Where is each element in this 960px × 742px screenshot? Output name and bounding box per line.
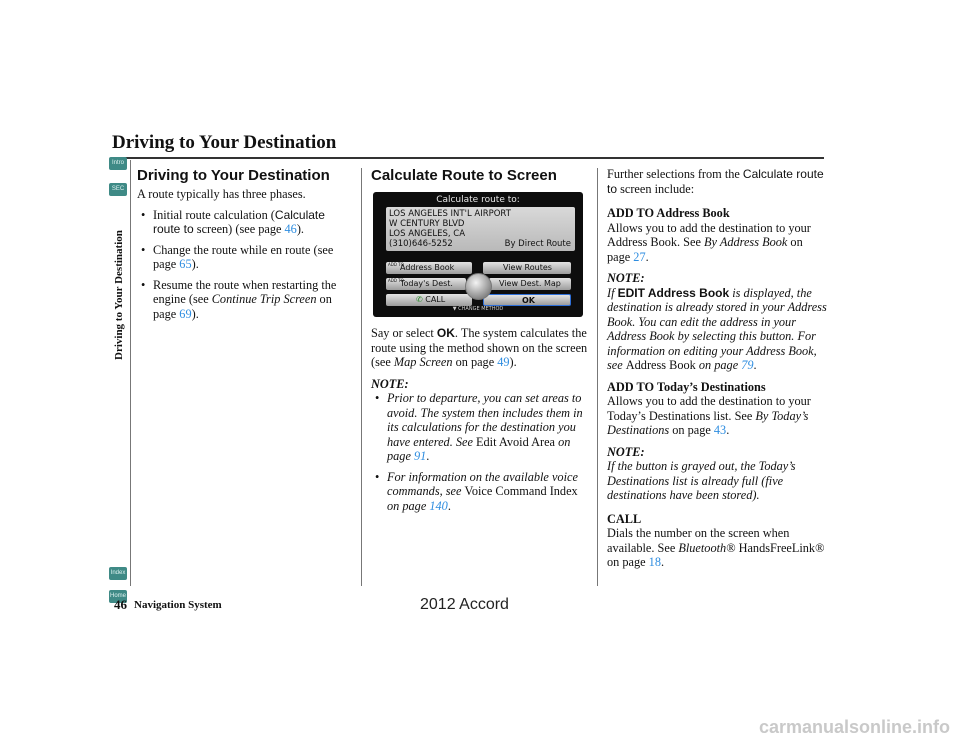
- home-tab[interactable]: Home: [109, 590, 127, 603]
- note-text: If EDIT Address Book is displayed, the destination is already stored in your Address Book. You can edit the address in your Address Book by selecting this button. For information on editing your Address Book, see Address Book on page 79.: [607, 285, 827, 372]
- paragraph: Dials the number on the screen when available. See Bluetooth® HandsFreeLink® on page 18.: [607, 526, 825, 569]
- page-link[interactable]: 69: [179, 306, 192, 321]
- note-text: If the button is grayed out, the Today’s Destinations list is already full (five destinations have been stored).: [607, 459, 796, 502]
- list-item: • Initial route calculation (Calculate route to screen) (see page 46).: [137, 208, 355, 237]
- paragraph: Allows you to add the destination to your Address Book. See By Address Book on page 27.: [607, 220, 811, 264]
- note-label: NOTE:: [607, 444, 645, 459]
- paragraph: Allows you to add the destination to your Today’s Destinations list. See By Today’s Destinations on page 43.: [607, 394, 811, 437]
- view-routes-button[interactable]: View Routes: [483, 262, 571, 274]
- phone-icon: ✆: [416, 295, 426, 304]
- item-heading: ADD TO Address Book: [607, 206, 730, 220]
- list-item: • Prior to departure, you can set areas to avoid. The system then includes them in its calculations for the destination you have entered. See Edit Avoid Area on page 91.: [371, 391, 591, 464]
- page-link[interactable]: 65: [179, 257, 192, 271]
- route-method: By Direct Route: [504, 239, 571, 249]
- list-item: • Change the route while en route (see page 65).: [137, 243, 355, 272]
- header-rule: [112, 157, 824, 159]
- column-3: [607, 167, 827, 570]
- page-link[interactable]: 79: [741, 358, 754, 372]
- note-label: NOTE:: [371, 376, 409, 391]
- footer-label: Navigation System: [134, 599, 222, 611]
- section-heading: Calculate Route to Screen: [371, 167, 557, 184]
- page-link[interactable]: 140: [429, 498, 448, 513]
- paragraph: Further selections from the Calculate route to screen include:: [607, 167, 824, 196]
- selector-knob[interactable]: [465, 273, 492, 300]
- running-title: Driving to Your Destination: [112, 132, 337, 153]
- item-heading: CALL: [607, 511, 642, 526]
- list-item: • For information on the available voice commands, see Voice Command Index on page 140.: [371, 470, 591, 514]
- column-2-text: [371, 326, 591, 519]
- page-link[interactable]: 27: [633, 249, 646, 264]
- page-number: 46: [114, 597, 127, 612]
- index-tab[interactable]: Index: [109, 567, 127, 580]
- note-label: NOTE:: [607, 271, 645, 285]
- page-link[interactable]: 49: [497, 355, 510, 369]
- call-button[interactable]: ✆ CALL: [386, 294, 472, 306]
- list-item: • Resume the route when restarting the engine (see Continue Trip Screen on page 69).: [137, 278, 355, 322]
- screen-title: Calculate route to:: [436, 195, 520, 205]
- watermark: carmanualsonline.info: [758, 717, 950, 737]
- view-dest-map-button[interactable]: View Dest. Map: [489, 278, 571, 290]
- column-1: [137, 167, 355, 327]
- item-heading: ADD TO Today’s Destinations: [607, 379, 766, 394]
- add-to-todays-dest-button[interactable]: ADD TO Today's Dest.: [386, 278, 466, 290]
- section-heading: Driving to Your Destination: [137, 167, 330, 184]
- phase-list: [137, 208, 355, 322]
- sec-tab[interactable]: SEC: [109, 183, 127, 196]
- calculate-route-screen: [373, 192, 583, 317]
- ok-button[interactable]: OK: [483, 294, 571, 306]
- model-label: 2012 Accord: [420, 596, 509, 613]
- page-link[interactable]: 18: [648, 555, 661, 569]
- add-to-address-book-button[interactable]: ADD TO Address Book: [386, 262, 472, 274]
- intro-tab[interactable]: Intro: [109, 157, 127, 170]
- change-method-label[interactable]: ▼ CHANGE METHOD: [452, 306, 504, 312]
- column-divider: [361, 168, 362, 586]
- page-link[interactable]: 91: [413, 449, 427, 463]
- note-list: [371, 391, 591, 513]
- side-title: Driving to Your Destination: [113, 230, 125, 360]
- paragraph: Say or select OK. The system calculates the route using the method shown on the screen (see Map Screen on page 49).: [371, 326, 588, 369]
- intro-text: A route typically has three phases.: [137, 187, 306, 201]
- page-link[interactable]: 46: [284, 222, 297, 236]
- page-link[interactable]: 43: [713, 423, 727, 437]
- side-rule: [130, 160, 131, 586]
- column-divider: [597, 168, 598, 586]
- destination-info: LOS ANGELES INT'L AIRPORT W CENTURY BLVD LOS ANGELES, CA (310)646-5252 By Direct Route: [386, 207, 575, 251]
